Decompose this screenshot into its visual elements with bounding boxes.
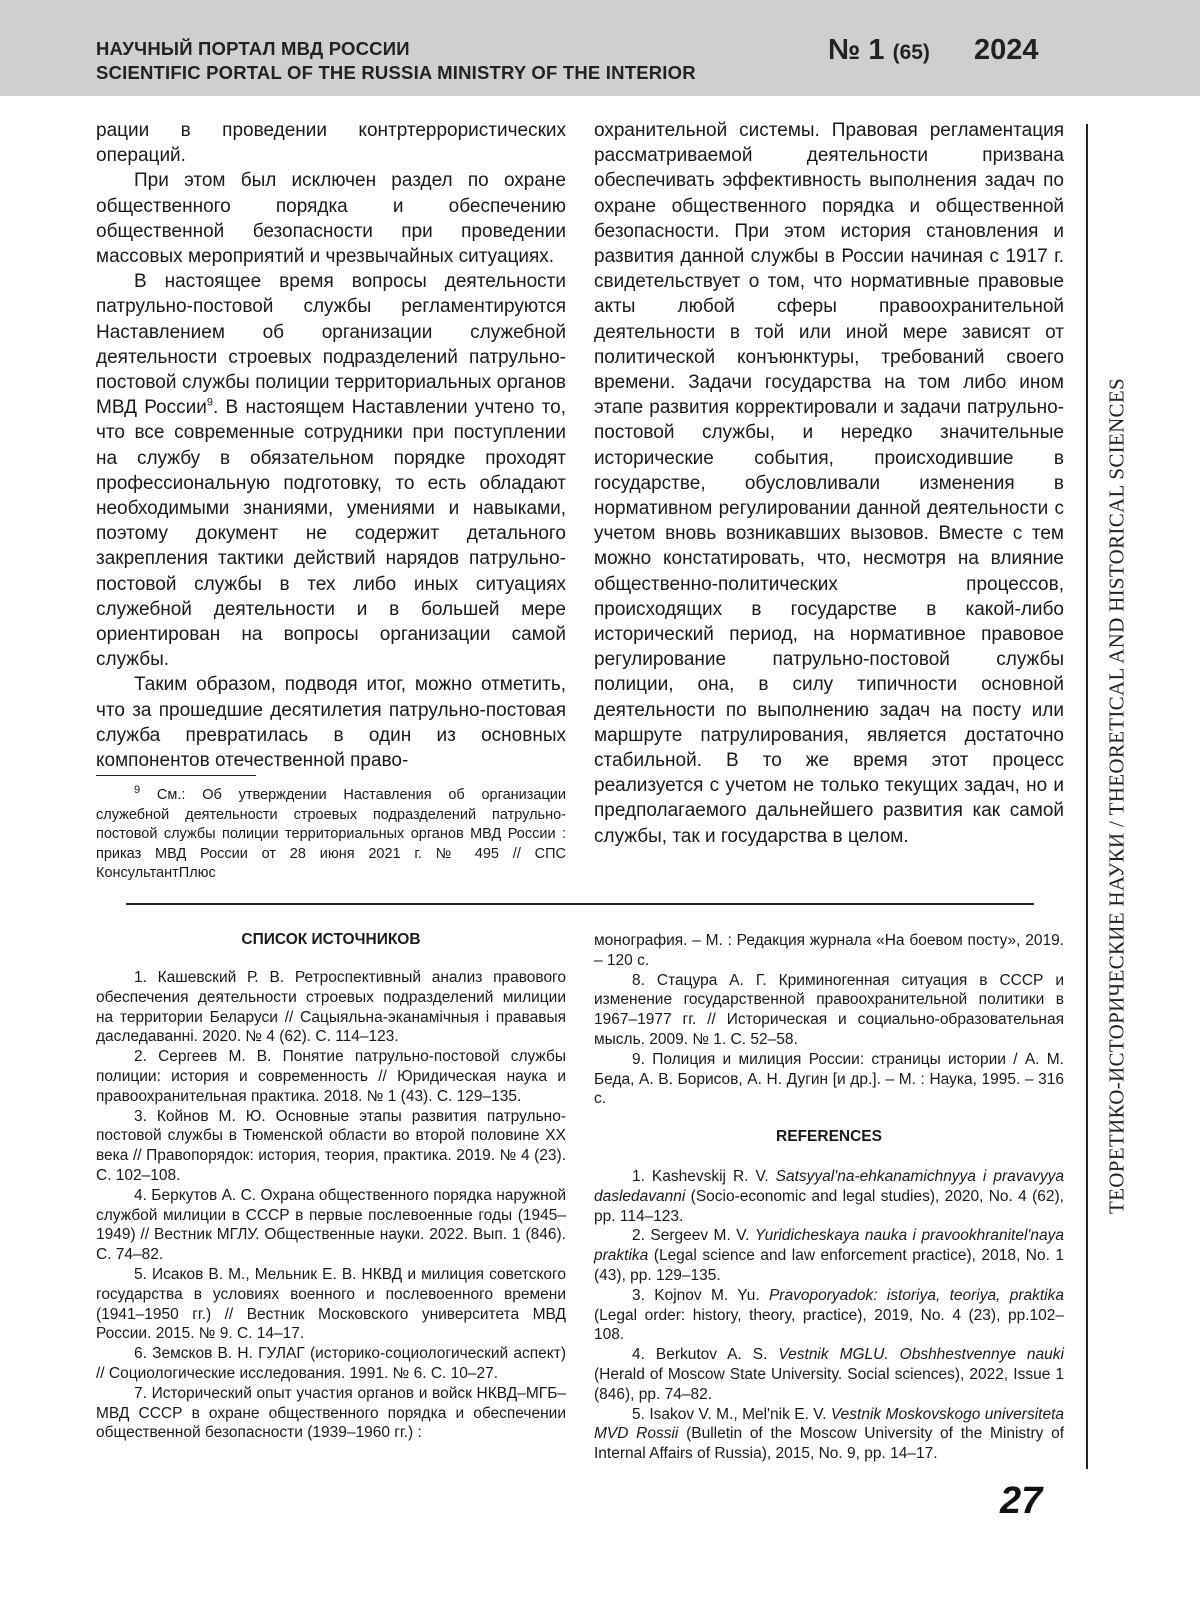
references-list-ru [96, 968, 566, 1443]
reference-item: 9. Полиция и милиция России: страницы истории / А. М. Беда, А. В. Борисов, А. Н. Дугин [и др.]. – М. : Наука, 1995. – 316 с. [594, 1050, 1064, 1108]
reference-title: Pravoporyadok: istoriya, teoriya, praktika [768, 1286, 1064, 1304]
reference-title: Vestnik MGLU. Obshhestvennye nauki [778, 1346, 1064, 1364]
paragraph-text: В настоящее время вопросы деятельности патрульно-постовой службы регламентируются Наставлением об организации служебной деятельности строевых подразделений патрульно-постовой службы полиции территориальных органов МВД России [96, 271, 566, 419]
issue-number-total: (65) [892, 41, 930, 64]
reference-details: (Legal science and law enforcement practice), 2018, No. 1 (43), pp. 129–135. [594, 1247, 1064, 1284]
section-sidebar-title: ТЕОРЕТИКО-ИСТОРИЧЕСКИЕ НАУКИ / THEORETICAL AND HISTORICAL SCIENCES [1104, 378, 1129, 1214]
reference-item: 8. Стацура А. Г. Криминогенная ситуация в СССР и изменение государственной правоохранительной политики в 1967–1977 гг. // Историческая и социально-образовательная мысль. 2009. № 1. С. 52–58. [594, 971, 1064, 1048]
body-column-left [96, 118, 566, 773]
reference-title: Vestnik Moskovskogo universiteta MVD Rossii [594, 1405, 1064, 1443]
paragraph: При этом был исключен раздел по охране общественного порядка и обеспечению общественной безопасности при проведении массовых мероприятий и чрезвычайных ситуациях. [96, 170, 566, 268]
page-number: 27 [1000, 1480, 1043, 1522]
body-column-right [594, 118, 1064, 849]
references-list-en [594, 1167, 1064, 1464]
reference-title: Satsyyal'na-ehkanamichnyya i pravavyya dasledavanni [594, 1168, 1064, 1205]
references-list-ru-continued [594, 931, 1064, 1109]
journal-title-en: SCIENTIFIC PORTAL OF THE RUSSIA MINISTRY OF THE INTERIOR [96, 62, 696, 83]
reference-item: 4. Беркутов А. С. Охрана общественного порядка наружной службой милиции в СССР в первые послевоенные годы (1945–1949) // Вестник МГЛУ. Общественные науки. 2022. Вып. 1 (846). С. 74–82. [96, 1186, 566, 1264]
footnote-divider [96, 775, 256, 776]
reference-author: 5. Isakov V. M., Mel'nik E. V. [632, 1405, 831, 1423]
paragraph-text: . В настоящем Наставлении учтено то, что все современные сотрудники при поступлении на службу в обязательном порядке проходят профессиональную подготовку, то есть обладают необходимыми знаниями, умениями и навыками, поэтому документ не содержит детального закрепления тактики действий нарядов патрульно-постовой службы в тех либо иных ситуациях служебной деятельности и в большей мере ориентирован на вопросы организации самой службы. [96, 397, 566, 671]
footnote-mark: 9 [134, 784, 141, 797]
footnote-ref: 9 [206, 396, 213, 409]
reference-item [594, 1167, 1064, 1226]
reference-item: 1. Кашевский Р. В. Ретроспективный анализ правового обеспечения деятельности строевых подразделений милиции на территории Беларуси // Сацыяльна-эканамічныя і прававыя даследаванні. 2020. № 4 (62). С. 114–123. [96, 969, 566, 1046]
section-divider [126, 903, 1034, 905]
footnote-text: См.: Об утверждении Наставления об организации служебной деятельности строевых подразделений патрульно-постовой службы полиции территориальных органов МВД России : приказ МВД России от 28 июня 2021 г. № 495 // СПС КонсультантПлюс [96, 787, 566, 881]
reference-item [594, 1226, 1064, 1285]
footnote [96, 786, 566, 884]
reference-author: 1. Kashevskij R. V. [632, 1168, 776, 1185]
references-heading-ru: СПИСОК ИСТОЧНИКОВ [241, 931, 421, 948]
reference-item: монография. – М. : Редакция журнала «На боевом посту», 2019. – 120 с. [594, 932, 1064, 969]
issue-number-main: № 1 [828, 34, 885, 66]
journal-title-ru: НАУЧНЫЙ ПОРТАЛ МВД РОССИИ [96, 38, 410, 59]
reference-item [594, 1345, 1064, 1404]
paragraph: рации в проведении контртеррористических операций. [96, 120, 566, 167]
reference-item: 3. Койнов М. Ю. Основные этапы развития патрульно-постовой службы в Тюменской области во второй половине XX века // Правопорядок: история, теория, практика. 2019. № 4 (23). С. 102–108. [96, 1107, 566, 1184]
reference-item: 6. Земсков В. Н. ГУЛАГ (историко-социологический аспект) // Социологические исследования. 1991. № 6. С. 10–27. [96, 1345, 566, 1382]
reference-author: 4. Berkutov A. S. [632, 1346, 779, 1364]
reference-item [594, 1405, 1064, 1464]
journal-header [0, 0, 1200, 96]
paragraph: Таким образом, подводя итог, можно отметить, что за прошедшие десятилетия патрульно-постовая служба превратилась в один из основных компонентов отечественной право- [96, 674, 566, 772]
issue-year: 2024 [974, 34, 1039, 66]
reference-item [594, 1286, 1064, 1345]
references-heading-en: REFERENCES [776, 1128, 882, 1145]
reference-details: (Bulletin of the Moscow University of the Ministry of Internal Affairs of Russia), 2015, No. 9, pp. 14–17. [594, 1425, 1065, 1463]
reference-author: 3. Kojnov M. Yu. [632, 1286, 769, 1304]
paragraph [96, 269, 566, 672]
sidebar-divider [1086, 124, 1088, 1469]
paragraph: охранительной системы. Правовая регламентация рассматриваемой деятельности призвана обеспечивать эффективность выполнения задач по охране общественного порядка и общественной безопасности. При этом история становления и развития данной службы в России начиная с 1917 г. свидетельствует о том, что нормативные правовые акты любой сферы правоохранительной деятельности в той или иной мере зависят от политической конъюнктуры, требований своего времени. Задачи государства на том либо ином этапе развития корректировали и задачи патрульно-постовой службы, и нередко значительные исторические события, происходившие в государстве, обусловливали изменения в нормативном регулировании данной деятельности с учетом вновь возникавших вызовов. Вместе с тем можно констатировать, что, несмотря на влияние общественно-политических процессов, происходящих в государстве в какой-либо исторический период, на нормативное правовое регулирование патрульно-постовой службы полиции, она, в силу типичности основной деятельности по выполнению задач на посту или маршруте патрулирования, является достаточно стабильной. В то же время этот процесс реализуется с учетом не только текущих задач, но и предполагаемого дальнейшего развития как самой службы, так и государства в целом. [594, 120, 1064, 847]
reference-details: (Socio-economic and legal studies), 2020, No. 4 (62), pp. 114–123. [594, 1187, 1064, 1225]
reference-item: 2. Сергеев М. В. Понятие патрульно-постовой службы полиции: история и современность // Юридическая наука и правоохранительная практика. 2018. № 1 (43). С. 129–135. [96, 1048, 566, 1105]
reference-title: Yuridicheskaya nauka i pravookhranitel'naya praktika [594, 1227, 1064, 1265]
reference-item: 7. Исторический опыт участия органов и войск НКВД–МГБ–МВД СССР в охране общественного порядка и обеспечении общественной безопасности (1939–1960 гг.) : [96, 1384, 566, 1442]
reference-details: (Legal order: history, theory, practice), 2019, No. 4 (23), pp.102–108. [594, 1306, 1064, 1344]
issue-number [828, 34, 930, 67]
reference-item: 5. Исаков В. М., Мельник Е. В. НКВД и милиция советского государства в условиях военного и послевоенного времени (1941–1950 гг.) // Вестник Московского университета МВД России. 2015. № 9. С. 14–17. [96, 1265, 566, 1343]
reference-details: (Herald of Moscow State University. Social sciences), 2022, Issue 1 (846), pp. 74–82. [594, 1365, 1064, 1403]
reference-author: 2. Sergeev M. V. [632, 1227, 755, 1245]
